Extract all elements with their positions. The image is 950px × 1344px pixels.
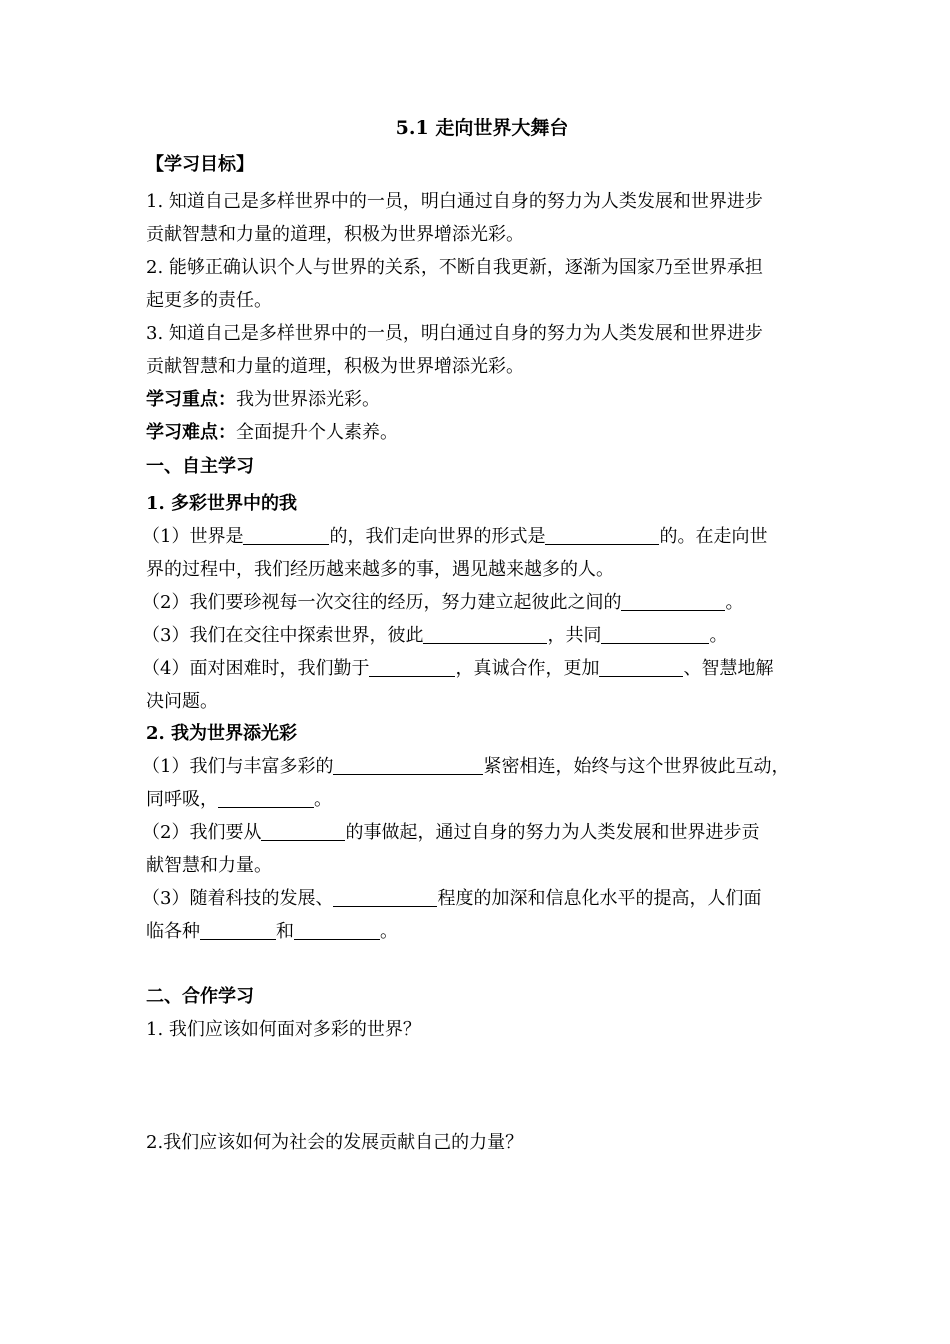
key-point-text: 我为世界添光彩。 <box>236 389 380 410</box>
difficulty-text: 全面提升个人素养。 <box>236 422 398 443</box>
objective-3-line-2: 贡献智慧和力量的道理，积极为世界增添光彩。 <box>146 356 524 377</box>
part2-q1-text-d: 。 <box>314 789 332 810</box>
fill-blank[interactable] <box>369 658 455 677</box>
part1-q4-text-a: （4）面对困难时，我们勤于 <box>142 658 370 679</box>
part1-q4-line-1 <box>142 657 773 681</box>
fill-blank[interactable] <box>423 625 547 644</box>
part2-q3-text-d: 和 <box>276 921 294 942</box>
part1-q1-line-2: 界的过程中，我们经历越来越多的事，遇见越来越多的人。 <box>146 559 614 580</box>
part2-heading: 2. 我为世界添光彩 <box>146 723 298 744</box>
part1-q1-text-b: 的，我们走向世界的形式是 <box>329 526 546 547</box>
part1-q3 <box>142 624 727 648</box>
part1-q1-text-c: 的。在走向世 <box>659 526 768 547</box>
difficulty-label: 学习难点： <box>146 422 236 443</box>
part1-q1-text-a: （1）世界是 <box>142 526 244 547</box>
key-point-label: 学习重点： <box>146 389 236 410</box>
part2-q3-line-2 <box>146 920 398 944</box>
part2-q1-text-a: （1）我们与丰富多彩的 <box>142 756 334 777</box>
part2-q3-text-a: （3）随着科技的发展、 <box>142 888 334 909</box>
fill-blank[interactable] <box>545 526 659 545</box>
self-study-heading: 一、自主学习 <box>146 456 254 477</box>
part1-q3-text-a: （3）我们在交往中探索世界，彼此 <box>142 625 424 646</box>
part1-q3-text-b: ，共同 <box>547 625 602 646</box>
objective-2-line-2: 起更多的责任。 <box>146 290 272 311</box>
part2-q1-text-b: 紧密相连，始终与这个世界彼此互动， <box>483 756 790 777</box>
objective-3-line-1: 3. 知道自己是多样世界中的一员，明白通过自身的努力为人类发展和世界进步 <box>146 323 763 344</box>
part1-q4-text-b: ，真诚合作，更加 <box>455 658 600 679</box>
part1-q2-text-a: （2）我们要珍视每一次交往的经历，努力建立起彼此之间的 <box>142 592 622 613</box>
fill-blank[interactable] <box>218 789 314 808</box>
fill-blank[interactable] <box>621 592 725 611</box>
coop-question-1: 1. 我们应该如何面对多彩的世界？ <box>146 1019 421 1040</box>
fill-blank[interactable] <box>333 756 483 775</box>
fill-blank[interactable] <box>601 625 709 644</box>
part2-q1-line-1 <box>142 755 789 779</box>
part1-q1-line-1 <box>142 525 767 549</box>
part2-q3-text-e: 。 <box>380 921 398 942</box>
part2-q2-text-a: （2）我们要从 <box>142 822 262 843</box>
part2-q2-text-b: 的事做起，通过自身的努力为人类发展和世界进步贡 <box>345 822 760 843</box>
objective-2-line-1: 2. 能够正确认识个人与世界的关系，不断自我更新，逐渐为国家乃至世界承担 <box>146 257 763 278</box>
fill-blank[interactable] <box>243 526 329 545</box>
key-point <box>146 388 380 412</box>
objective-1-line-1: 1. 知道自己是多样世界中的一员，明白通过自身的努力为人类发展和世界进步 <box>146 191 763 212</box>
part2-q1-text-c: 同呼吸， <box>146 789 218 810</box>
objective-1-line-2: 贡献智慧和力量的道理，积极为世界增添光彩。 <box>146 224 524 245</box>
part2-q3-text-b: 程度的加深和信息化水平的提高，人们面 <box>437 888 762 909</box>
part1-q4-text-c: 、智慧地解 <box>683 658 774 679</box>
difficulty-point <box>146 421 398 445</box>
objectives-heading: 【学习目标】 <box>146 154 254 175</box>
fill-blank[interactable] <box>599 658 683 677</box>
fill-blank[interactable] <box>294 921 380 940</box>
coop-question-2: 2.我们应该如何为社会的发展贡献自己的力量？ <box>146 1132 524 1153</box>
page-title: 5.1 走向世界大舞台 <box>395 117 569 139</box>
part2-q1-line-2 <box>146 788 332 812</box>
part1-q2 <box>142 591 743 615</box>
fill-blank[interactable] <box>333 888 437 907</box>
part1-q4-line-2: 决问题。 <box>146 691 218 712</box>
part2-q2-line-1 <box>142 821 759 845</box>
fill-blank[interactable] <box>200 921 276 940</box>
coop-study-heading: 二、合作学习 <box>146 986 254 1007</box>
part2-q3-text-c: 临各种 <box>146 921 200 942</box>
part2-q2-line-2: 献智慧和力量。 <box>146 855 272 876</box>
part1-q2-text-b: 。 <box>725 592 744 613</box>
part1-q3-text-c: 。 <box>709 625 728 646</box>
fill-blank[interactable] <box>261 822 345 841</box>
part2-q3-line-1 <box>142 887 761 911</box>
part1-heading: 1. 多彩世界中的我 <box>146 493 298 514</box>
